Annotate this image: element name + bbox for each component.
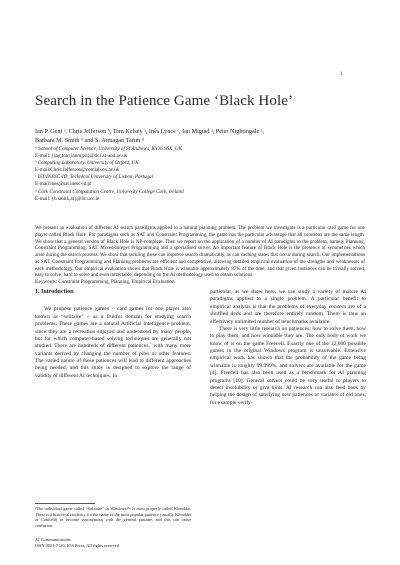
affiliation-oxford: ᵇ Computing Laboratory, University of Oxford, UK [35,160,139,167]
authors-line-1: Ian P. Gent ᵃ, Chris Jefferson ᵇ, Tom Kelsey ᵃ, Inês Lynce ᶜ, Ian Miguel ᵃ, Peter Nightingale ᵃ, [35,128,265,135]
email-st-andrews: E-mail: {ipg,tom,ianm,pn}@dcs.st-and.ac.uk [35,153,128,160]
abstract-text: We present an evaluation of different AI search paradigms applied to a natural planning problem. The problem we investigate is a particular card game for one player called Black Hole. For paradigms such as SAT and Constraint Programming, the game has the particular advantage that all solutions are the same length. We show that a general version of Black Hole is NP-complete. Then we report on the application of a number of AI paradigms to the problem, namely Planning, Constraint Programming, SAT, Mixed-Integer Programming and a specialised solver. An important feature of Black Hole is the presence of symmetries which arise during the search process. We show that tackling these can improve search dramatically, as can caching states that occur during search. Our implementations as SAT, Constraint Programming and Planning problems are efficient and competitive, allowing detailed empirical evaluation of the strengths and weaknesses of each methodology. Our empirical evaluation shows that Black Hole is winnable approximately 87% of the time, and that given instances can be trivially solved, easy to solve, hard to solve and even intractable, depending on the AI methodology used to obtain solutions. [35,225,365,279]
intro-paragraph-1-cont: particular, as we show here, we can study a variety of mature AI paradigms applied to a single problem. A particular benefit to empirical analysis is that the problems of everyday concern are of a shuffled deck and are therefore entirely random. There is thus an effectively unlimited number of benchmarks available. [210,289,366,325]
intro-p1-continued: with many more variants derived by changing the number of piles or other features. The varied nature of these patiences will lead to different approaches being needed, and this study is designed to explore the range of validity of different AI techniques. In [35,343,191,379]
intro-p1-text: We propose patience games – card games for one player also known as “solitaire” – as a fruitful domain for studying search problems. These games are a natural Artificial Intelligence problem, since they are a recreation enjoyed and understood by many people, but for which computer-based solving techniques are generally not studied. There are hundreds of different patiences, [35,306,191,350]
abstract [35,225,365,286]
affiliation-st-andrews: ᵃ School of Computer Science, University of St Andrews, KY16 9SX, UK [35,146,182,152]
intro-paragraph-1 [35,306,191,380]
journal-info [35,537,119,549]
page-number: 1 [340,72,343,77]
keywords: Keywords: Constraint Programming, Planning, Empirical Evaluation [35,279,175,285]
right-column [210,289,366,407]
footnote-rule [35,503,95,504]
journal-issn: ISSN 0921-7126, IOS Press. All rights reserved [35,543,119,548]
email-cork: E-mail: {b.smith,at}@4c.ucc.ie [35,195,100,202]
email-lisbon: E-mail:ines@sat.inesc-id.pt [35,181,92,188]
author-list [35,128,365,145]
authors-line-2: Barbara M. Smith ᵈ and S. Armagan Tarim ᵈ [35,136,144,144]
intro-paragraph-2: There is very little research on patiences: how to solve them, how to play them, and how winnable they are. The only body of work we know of is on the game Freecell. Exactly one of the 32,000 possible games in the original Windows program is unsolvable. Extensive empirical work has shown that the probability of the game being winnable is roughly 99.999%, and solvers are available for the game [4]. Freecell has also been used as a benchmark for AI planning programs [10]. General solvers could be very useful to players to detect insolubility or give hints. AI research can also feed back by helping the design of satisfying new patiences or variants of old ones, for example verify- [210,325,366,406]
affiliations [35,146,365,203]
footnote: ¹The individual game called “Solitaire” in Windows™ is most properly called Klondike. There is a historical tendency for the name of the most popular patience (usually Klondike or Canfield) to become synonymous with the general pastime, and this can cause confusion. [35,506,191,528]
affiliation-cork: ᵈ Cork Constraint Computation Centre, University College Cork, Ireland [35,188,184,195]
affiliation-lisbon: ᶜ IST/INESC-ID, Technical University of Lisbon, Portugal [35,174,154,181]
section-heading: 1. Introduction [35,289,74,295]
paper-title: Search in the Patience Game ‘Black Hole’ [35,93,294,109]
email-oxford: E-mail:Chris.Jefferson@comlab.ox.ac.uk [35,167,120,174]
journal-name: AI Communications [35,537,71,542]
footnote-marker: 1 [149,341,152,346]
left-column [35,289,191,380]
